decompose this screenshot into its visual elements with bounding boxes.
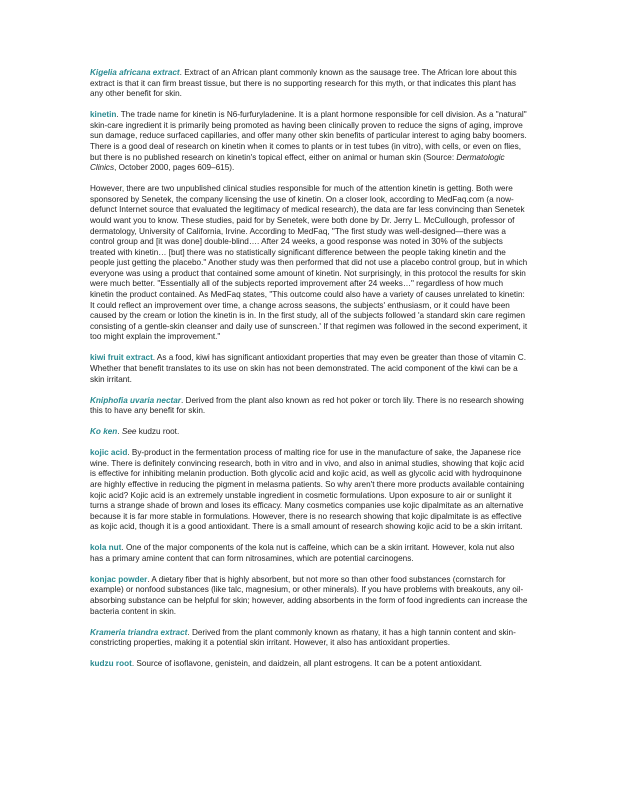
entry-term: kinetin bbox=[90, 110, 117, 120]
entry-konjac-powder bbox=[90, 575, 528, 617]
entry-kola-nut bbox=[90, 543, 528, 564]
entry-body: . Derived from the plant also known as red hot poker or torch lily. There is no research showing this to have any benefit for skin. bbox=[90, 395, 524, 416]
entry-kinetin-paragraph-2: However, there are two unpublished clinical studies responsible for much of the attention kinetin is getting. Both were sponsored by Senetek, the company licensing the use of kinetin. On a closer look, according to MedFaq.com (a now-defunct Internet source that evaluated the legitimacy of medical research), the data are far less convincing than Senetek would want you to know. These studies, paid for by Senetek, were both done by Dr. Jerry L. McCullough, professor of dermatology, University of California, Irvine. According to MedFaq, "The first study was well-designed—there was a control group and [it was done] double-blind…. After 24 weeks, a good response was noted in 30% of the subjects treated with kinetin… [but] there was no statistically significant difference between the people taking kinetin and the people just getting the placebo." Another study was then performed that did not use a placebo control group, but in which everyone was using a product that contained some amount of kinetin. Not surprisingly, in this protocol the results for skin were much better. "Essentially all of the subjects reported improvement after 24 weeks…" regardless of how much kinetin the product contained. As MedFaq states, "This outcome could also have a variety of causes unrelated to kinetin: It could reflect an improvement over time, a change across seasons, the subjects' enthusiasm, or it could have been caused by the cream or lotion the kinetin is in. In the first study, all of the subjects followed 'a standard skin care regimen consisting of a gentle-skin cleanser and daily use of sunscreen.' If that regimen was followed in the second experiment, it too might explain the improvement." bbox=[90, 184, 528, 342]
entry-body: . Derived from the plant commonly known as rhatany, it has a high tannin content and skin-constricting properties, making it a potential skin irritant. However, it also has antioxidant properties. bbox=[90, 627, 516, 648]
entry-term: Ko ken bbox=[90, 427, 118, 437]
entry-body: . bbox=[117, 427, 122, 437]
entry-body: . Source of isoflavone, genistein, and daidzein, all plant estrogens. It can be a potent antioxidant. bbox=[131, 659, 482, 669]
entry-term: kudzu root bbox=[90, 659, 132, 669]
entry-term: kola nut bbox=[90, 543, 122, 553]
entry-term: Kniphofia uvaria nectar bbox=[90, 395, 181, 405]
entry-kinetin bbox=[90, 110, 528, 174]
entry-term: kiwi fruit extract bbox=[90, 353, 153, 363]
entry-body: . One of the major components of the kola nut is caffeine, which can be a skin irritant. However, kola nut also has a primary amine content that can form nitrosamines, which are potential carcinogens. bbox=[90, 543, 515, 563]
see-tail: kudzu root. bbox=[136, 427, 180, 437]
entry-body: . As a food, kiwi has significant antioxidant properties that may even be greater than those of vitamin C. Whether that benefit translates to its use on skin has not been demonstrated. The acid component of the kiwi can be a skin irritant. bbox=[90, 353, 526, 384]
source-tail: , October 2000, pages 609–615). bbox=[114, 163, 235, 173]
document-page bbox=[90, 68, 528, 680]
entry-kudzu-root bbox=[90, 659, 528, 670]
entry-body: . The trade name for kinetin is N6-furfuryladenine. It is a plant hormone responsible for cell division. As a "natural" skin-care ingredient it is primarily being promoted as having been clinically proven to reduce the signs of aging, improve sun damage, reduce surfaced capillaries, and offer many other skin benefits of particular interest to aging baby boomers. There is a good deal of research on kinetin when it comes to plants or in test tubes (in vitro), with cells, or even on flies, but there is no published research on kinetin's topical effect, either on animal or human skin (Source: bbox=[90, 110, 527, 162]
entry-kojic-acid bbox=[90, 448, 528, 533]
entry-body: . Extract of an African plant commonly known as the sausage tree. The African lore about this extract is that it can firm breast tissue, but there is no supporting research for this myth, or that indicates this plant has any other benefit for skin. bbox=[90, 68, 517, 99]
entry-term: konjac powder bbox=[90, 574, 148, 584]
entry-krameria-triandra-extract bbox=[90, 628, 528, 649]
entry-term: Kigelia africana extract bbox=[90, 68, 180, 77]
see-reference: See bbox=[121, 427, 137, 437]
entry-kigelia-africana bbox=[90, 68, 528, 100]
entry-kiwi-fruit-extract bbox=[90, 353, 528, 385]
source-title: Dermatologic Clinics bbox=[90, 152, 505, 173]
entry-kniphofia-uvaria-nectar bbox=[90, 396, 528, 417]
entry-term: Krameria triandra extract bbox=[90, 627, 188, 637]
entry-body: . A dietary fiber that is highly absorbent, but not more so than other food substances (cornstarch for example) or nonfood substances (like talc, magnesium, or other minerals). If you have problems with breakouts, any oil-absorbing substance can be helpful for skin; however, adding absorbents in the form of food ingredients can increase the bacteria content in skin. bbox=[90, 574, 528, 616]
entry-body: . By-product in the fermentation process of malting rice for use in the manufacture of sake, the Japanese rice wine. There is definitely convincing research, both in vitro and in vivo, and also in animal studies, showing that kojic acid is effective for inhibiting melanin production. Both glycolic acid and kojic acid, as well as glycolic acid with hydroquinone are highly effective in reducing the pigment in melasma patients. So why aren't there more products available containing kojic acid? Kojic acid is an extremely unstable ingredient in cosmetic formulations. Upon exposure to air or sunlight it turns a strange shade of brown and loses its efficacy. Many cosmetics companies use kojic dipalmitate as an alternative because it is far more stable in formulations. However, there is no research showing that kojic dipalmitate is as effective as kojic acid, though it is a good antioxidant. There is a small amount of research showing kojic acid to be a skin irritant. bbox=[90, 448, 525, 532]
entry-term: kojic acid bbox=[90, 448, 128, 458]
entry-ko-ken bbox=[90, 427, 528, 438]
